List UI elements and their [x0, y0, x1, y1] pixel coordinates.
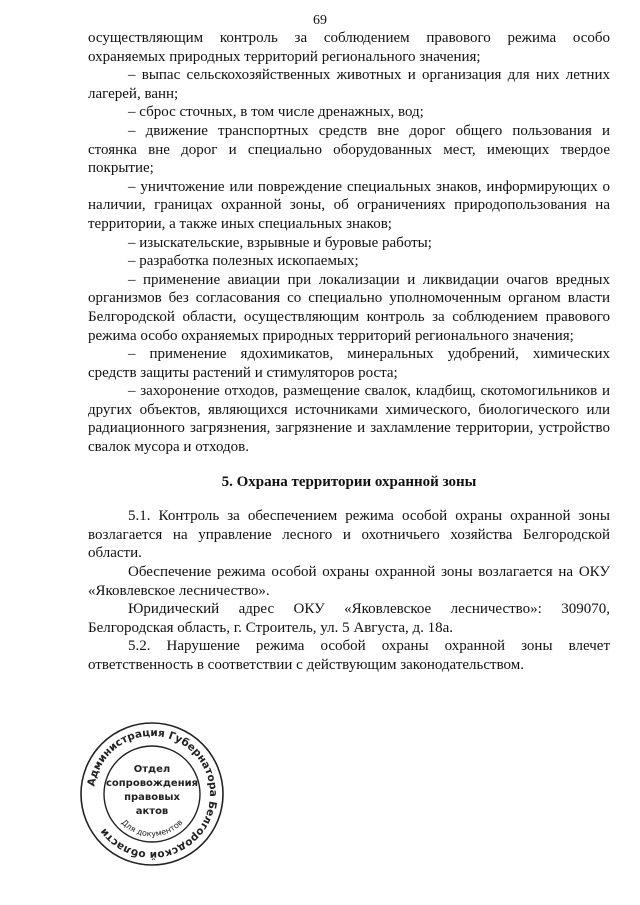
- list-item: – разработка полезных ископаемых;: [128, 253, 359, 270]
- intro-text: осуществляющим контроль за соблюдением правового режима особо охраняемых природных территорий регионального значения;: [88, 30, 610, 65]
- stamp-outer-text: Администрация Губернатора Белгородской области: [85, 726, 220, 862]
- paragraph: Юридический адрес ОКУ «Яковлевское лесничество»: 309070, Белгородская область, г. Строитель, ул. 5 Августа, д. 18а.: [88, 601, 610, 636]
- list-item: – применение ядохимикатов, минеральных удобрений, химических средств защиты растений и стимуляторов роста;: [88, 346, 610, 381]
- paragraph: Обеспечение режима особой охраны охранной зоны возлагается на ОКУ «Яковлевское лесничество».: [88, 564, 610, 599]
- stamp-line: сопровождения: [105, 778, 199, 789]
- list-item: – применение авиации при локализации и ликвидации очагов вредных организмов без согласования со специально уполномоченным органом власти Белгородской области, осуществляющим контроль за соблюдением правового режима особо охраняемых природных территорий регионального значения;: [88, 271, 610, 344]
- stamp-bottom-text: Для документов: [119, 817, 185, 839]
- paragraph: 5.2. Нарушение режима особой охраны охранной зоны влечет ответственность в соответствии с действующим законодательством.: [88, 638, 610, 673]
- page-number: 69: [313, 13, 327, 28]
- stamp-line: актов: [135, 806, 169, 817]
- list-item: – выпас сельскохозяйственных животных и организация для них летних лагерей, ванн;: [88, 67, 610, 102]
- document-body: [88, 29, 610, 675]
- list-item: – сброс сточных, в том числе дренажных, вод;: [128, 104, 424, 121]
- stamp-line: правовых: [124, 792, 180, 803]
- list-item: – захоронение отходов, размещение свалок, кладбищ, скотомогильников и других объектов, являющихся источниками химического, биологического или радиационного загрязнения, загрязнение и захламление территории, устройство свалок мусора и отходов.: [88, 383, 610, 456]
- stamp-line: Отдел: [133, 764, 171, 775]
- section-heading: 5. Охрана территории охранной зоны: [221, 473, 477, 490]
- list-item: – уничтожение или повреждение специальных знаков, информирующих о наличии, границах охранной зоны, об ограничениях природопользования на территории, а также иных специальных знаков;: [88, 178, 610, 232]
- official-stamp: [78, 720, 226, 868]
- list-item: – движение транспортных средств вне дорог общего пользования и стоянка вне дорог и специально оборудованных мест, имеющих твердое покрытие;: [88, 122, 610, 177]
- list-item: – изыскательские, взрывные и буровые работы;: [128, 234, 432, 251]
- paragraph: 5.1. Контроль за обеспечением режима особой охраны охранной зоны возлагается на управление лесного и охотничьего хозяйства Белгородской области.: [88, 508, 610, 562]
